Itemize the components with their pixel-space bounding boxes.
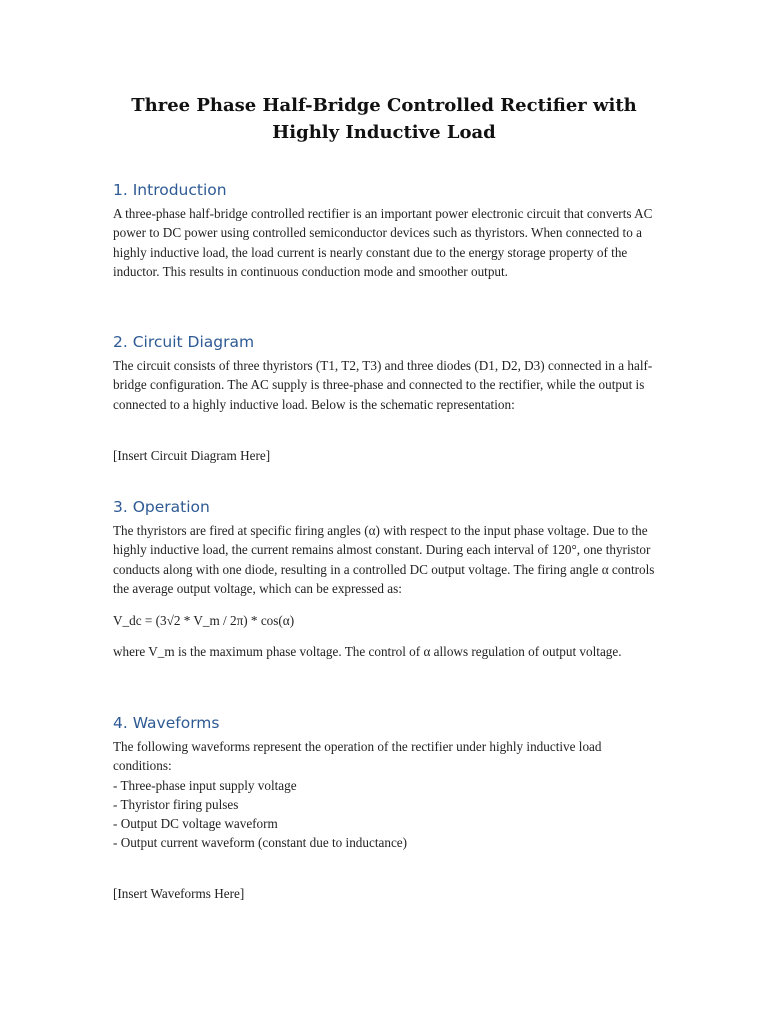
section-heading-circuit-diagram: 2. Circuit Diagram bbox=[113, 333, 255, 351]
list-item: - Thyristor firing pulses bbox=[113, 796, 239, 812]
operation-note-paragraph: where V_m is the maximum phase voltage. The control of α allows regulation of output voltage. bbox=[113, 644, 622, 659]
waveforms-intro-text: The following waveforms represent the operation of the rectifier under highly inductive load conditions: bbox=[113, 739, 602, 774]
waveforms-placeholder: [Insert Waveforms Here] bbox=[113, 886, 245, 901]
document-title: Three Phase Half-Bridge Controlled Rectifier with Highly Inductive Load bbox=[131, 95, 637, 143]
operation-paragraph: The thyristors are fired at specific firing angles (α) with respect to the input phase voltage. Due to the highly inductive load, the current remains almost constant. During each interval of 120°, one thyristor conducts along with one diode, resulting in a controlled DC output voltage. The firing angle α controls the average output voltage, which can be expressed as: bbox=[113, 523, 655, 596]
section-heading-introduction: 1. Introduction bbox=[113, 181, 227, 199]
list-item: - Output DC voltage waveform bbox=[113, 816, 278, 832]
waveforms-list-block bbox=[113, 737, 658, 853]
circuit-diagram-paragraph: The circuit consists of three thyristors (T1, T2, T3) and three diodes (D1, D2, D3) connected in a half-bridge configuration. The AC supply is three-phase and connected to the rectifier, while the output is connected to a highly inductive load. Below is the schematic representation: bbox=[113, 358, 653, 412]
section-heading-operation: 3. Operation bbox=[113, 498, 210, 516]
list-item: - Output current waveform (constant due to inductance) bbox=[113, 835, 408, 851]
section-heading-waveforms: 4. Waveforms bbox=[113, 714, 220, 732]
introduction-paragraph: A three-phase half-bridge controlled rectifier is an important power electronic circuit that converts AC power to DC power using controlled semiconductor devices such as thyristors. When connected to a highly inductive load, the load current is nearly constant due to the energy storage property of the inductor. This results in continuous conduction mode and smoother output. bbox=[113, 206, 653, 279]
list-item: - Three-phase input supply voltage bbox=[113, 777, 297, 793]
circuit-diagram-placeholder: [Insert Circuit Diagram Here] bbox=[113, 448, 271, 463]
output-voltage-formula: V_dc = (3√2 * V_m / 2π) * cos(α) bbox=[113, 613, 295, 628]
